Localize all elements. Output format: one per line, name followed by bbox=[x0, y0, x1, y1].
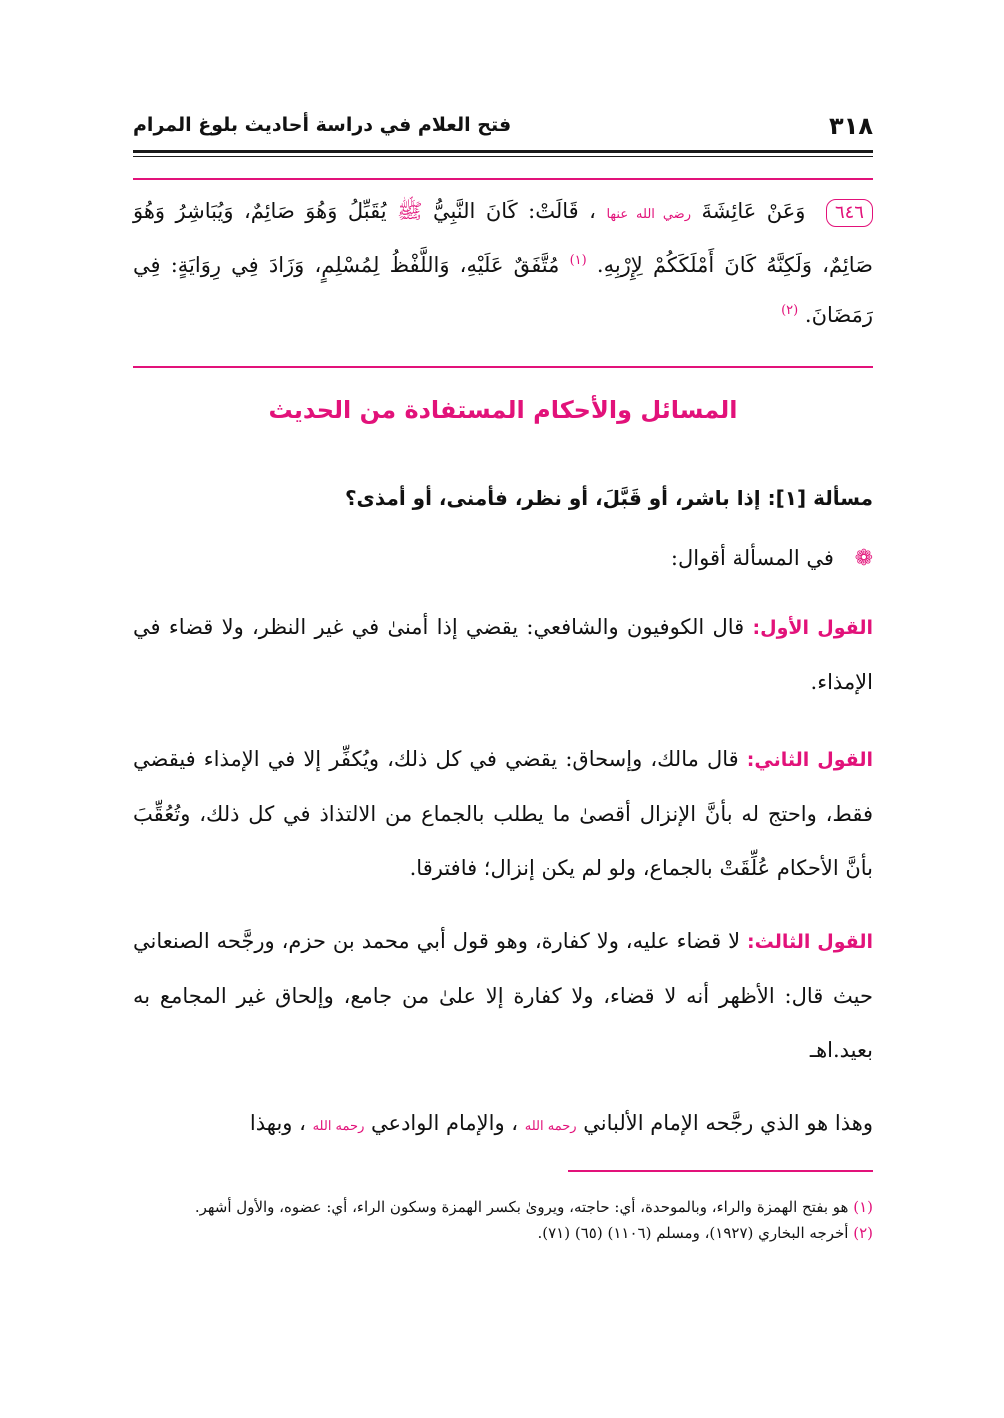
footnote-ref-2[interactable]: (٢) bbox=[781, 303, 799, 318]
opinion-label: القول الثالث: bbox=[747, 931, 873, 953]
footnote-separator bbox=[568, 1170, 873, 1172]
footnote-number: (١) bbox=[853, 1198, 873, 1216]
hadith-block bbox=[133, 188, 873, 338]
hadith-text-a: وَعَنْ عَائِشَةَ bbox=[701, 199, 806, 223]
section-heading: المسائل والأحكام المستفادة من الحديث bbox=[268, 396, 738, 424]
closing-text-b: ، والإمام الوادعي bbox=[371, 1111, 519, 1135]
opinion-first bbox=[133, 600, 873, 709]
footnotes bbox=[133, 1194, 873, 1246]
book-title: فتح العلام في دراسة أحاديث بلوغ المرام bbox=[133, 114, 512, 136]
opinion-second bbox=[133, 732, 873, 895]
header-rule-thick bbox=[133, 150, 873, 153]
page-number: ٣١٨ bbox=[829, 112, 873, 140]
footnote-2 bbox=[133, 1220, 873, 1246]
header-rule-thin bbox=[133, 156, 873, 157]
footnote-1 bbox=[133, 1194, 873, 1220]
page-header bbox=[133, 112, 873, 148]
honorific-radiya: رضي الله عنها bbox=[606, 207, 692, 222]
intro-line bbox=[133, 546, 873, 571]
hadith-text-b: ، قَالَتْ: كَانَ النَّبِيُّ bbox=[432, 199, 596, 223]
honorific-rahimahu: رحمه الله bbox=[524, 1119, 577, 1134]
footnote-ref-1[interactable]: (١) bbox=[569, 253, 587, 268]
opinion-text: قال الكوفيون والشافعي: يقضي إذا أمنىٰ في غير النظر، ولا قضاء في الإمذاء. bbox=[133, 615, 873, 694]
hadith-text-d: مُتَّفَقٌ عَلَيْهِ، وَاللَّفْظُ لِمُسْلِمٍ، وَزَادَ فِي رِوَايَةٍ: فِي رَمَضَانَ. bbox=[133, 253, 873, 327]
honorific-rahimahu: رحمه الله bbox=[312, 1119, 365, 1134]
footnote-text: أخرجه البخاري (١٩٢٧)، ومسلم (١١٠٦) (٦٥) (٧١). bbox=[537, 1224, 854, 1242]
intro-text: في المسألة أقوال: bbox=[670, 546, 834, 570]
footnote-number: (٢) bbox=[853, 1224, 873, 1242]
opinion-text: قال مالك، وإسحاق: يقضي في كل ذلك، ويُكفِّر إلا في الإمذاء فيقضي فقط، واحتج له بأنَّ الإنزال أقصىٰ ما يطلب بالجماع من الالتذاذ في كل ذلك، وتُعُقِّبَ بأنَّ الأحكام عُلِّقَتْ بالجماع، ولو لم يكن إنزال؛ فافترقا. bbox=[133, 747, 873, 880]
opinion-label: القول الأول: bbox=[752, 617, 873, 639]
question-label: مسألة [١]: bbox=[767, 486, 873, 510]
hadith-number-badge: ٦٤٦ bbox=[826, 199, 873, 227]
hadith-bottom-divider bbox=[133, 366, 873, 368]
question-line bbox=[133, 486, 873, 510]
closing-paragraph bbox=[133, 1096, 873, 1154]
hadith-top-divider bbox=[133, 178, 873, 180]
flower-icon: ❁ bbox=[854, 546, 873, 571]
opinion-label: القول الثاني: bbox=[746, 749, 873, 771]
honorific-salla: ﷺ bbox=[397, 199, 423, 223]
closing-text-a: وهذا هو الذي رجَّحه الإمام الألباني bbox=[583, 1111, 873, 1135]
opinion-text: لا قضاء عليه، ولا كفارة، وهو قول أبي محمد بن حزم، ورجَّحه الصنعاني حيث قال: الأظهر أنه لا قضاء، ولا كفارة إلا علىٰ من جامع، وإلحاق غير المجامع به بعيد.اهـ bbox=[133, 929, 873, 1062]
hadith-text-c: يُقَبِّلُ وَهُوَ صَائِمٌ، وَيُبَاشِرُ وَهُوَ صَائِمٌ، وَلَكِنَّهُ كَانَ أَمْلَكَكُمْ لِإِرْبِهِ. bbox=[133, 199, 874, 277]
question-text: إذا باشر، أو قَبَّلَ، أو نظر، فأمنى، أو أمذى؟ bbox=[344, 486, 761, 510]
footnote-text: هو بفتح الهمزة والراء، وبالموحدة، أي: حاجته، ويروىٰ بكسر الهمزة وسكون الراء، أي: عضوه، والأول أشهر. bbox=[194, 1198, 854, 1216]
closing-text-c: ، وبهذا bbox=[249, 1111, 306, 1135]
opinion-third bbox=[133, 914, 873, 1077]
